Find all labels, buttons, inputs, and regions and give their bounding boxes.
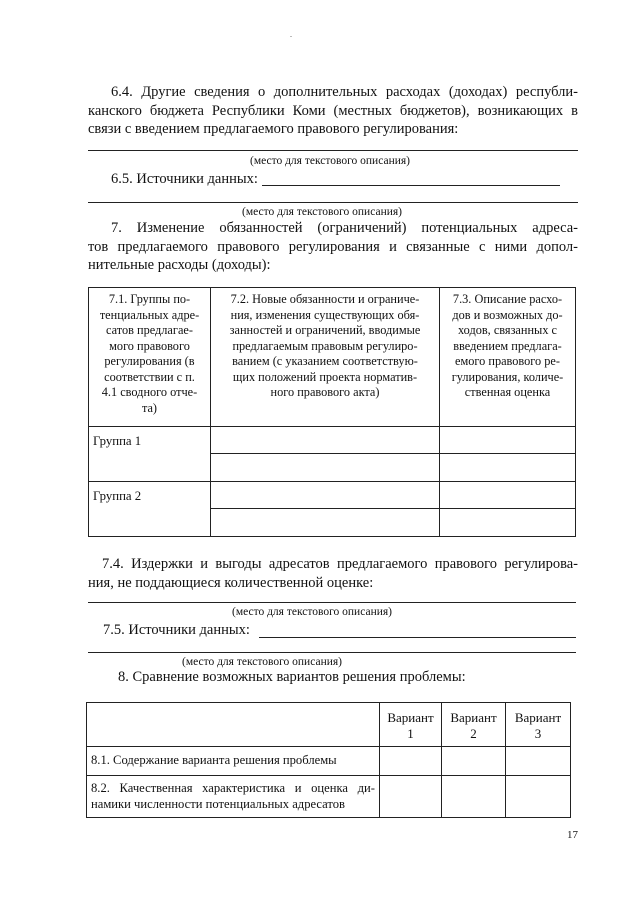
data-sources-line	[262, 185, 560, 186]
header-line: 7.2. Новые обязанности и ограниче-	[230, 292, 420, 306]
header-line: регулирования (в	[104, 354, 195, 368]
variant-word: Вариант	[514, 710, 562, 725]
group-cell	[89, 427, 211, 482]
header-7-1	[89, 288, 211, 427]
header-line: гулирования, количе-	[451, 369, 564, 384]
header-line: ходов, связанных с	[457, 323, 557, 337]
paragraph-6-4	[88, 83, 578, 139]
empty-cell	[211, 454, 440, 482]
text-description-line	[88, 202, 578, 203]
table-row	[89, 482, 576, 509]
variant-number: 2	[470, 725, 477, 741]
variant-header	[506, 703, 571, 747]
table-row	[89, 427, 576, 454]
section-6-5-label: 6.5. Источники данных:	[111, 171, 258, 187]
paragraph-line: 7. Изменение обязанностей (ограничений) потенциальных адреса-	[111, 220, 578, 236]
header-line: введением предлага-	[453, 338, 562, 353]
header-line: соответствии с п.	[104, 369, 195, 384]
header-line: емого правового ре-	[455, 354, 560, 368]
paragraph-line: ния, не поддающиеся количественной оценке:	[88, 574, 374, 591]
empty-cell	[506, 776, 571, 818]
variant-number: 3	[534, 725, 542, 741]
group-label: Группа 2	[93, 489, 142, 503]
empty-cell	[442, 747, 506, 776]
header-line: ния, изменения существующих обя-	[230, 307, 420, 322]
row-label-line: 8.2. Качественная характеристика и оценка ди-	[91, 781, 375, 795]
header-7-2	[211, 288, 440, 427]
paragraph-7	[88, 219, 578, 275]
table-row	[87, 747, 571, 776]
variant-header	[442, 703, 506, 747]
paragraph-line: 6.4. Другие сведения о дополнительных расходах (доходах) республи-	[111, 84, 578, 100]
empty-cell	[440, 454, 576, 482]
page-number: 17	[567, 829, 578, 841]
description-caption: (место для текстового описания)	[181, 656, 342, 668]
empty-cell	[440, 427, 576, 454]
table-header-row	[89, 288, 576, 427]
empty-cell	[211, 509, 440, 537]
variant-header	[380, 703, 442, 747]
scan-speck	[290, 36, 292, 37]
table-row	[87, 776, 571, 818]
empty-cell	[506, 747, 571, 776]
variant-word: Вариант	[387, 710, 434, 725]
variant-number: 1	[407, 725, 414, 741]
section-7-5-label: 7.5. Источники данных:	[103, 622, 250, 638]
table-variants	[86, 702, 571, 818]
text-description-line	[88, 150, 578, 151]
group-label: Группа 1	[93, 434, 142, 448]
row-label-cell	[87, 747, 380, 776]
header-line: щих положений проекта норматив-	[232, 369, 418, 384]
row-label: 8.1. Содержание варианта решения проблемы	[91, 753, 337, 767]
empty-cell	[211, 482, 440, 509]
description-caption: (место для текстового описания)	[231, 606, 392, 618]
paragraph-line: тов предлагаемого правового регулирования и связанные с ними допол-	[88, 238, 578, 255]
header-line: занностей и ограничений, вводимые	[229, 323, 421, 337]
empty-cell	[380, 776, 442, 818]
row-label-cell	[87, 776, 380, 818]
data-sources-line	[259, 637, 576, 638]
header-line: 4.1 сводного отче-	[101, 385, 198, 399]
empty-cell	[442, 776, 506, 818]
paragraph-line: связи с введением предлагаемого правового регулирования:	[88, 121, 459, 137]
header-line: та)	[141, 400, 158, 415]
header-7-3	[440, 288, 576, 427]
text-description-line	[88, 602, 576, 603]
empty-cell	[440, 509, 576, 537]
variant-word: Вариант	[450, 710, 497, 725]
paragraph-line: 7.4. Издержки и выгоды адресатов предлагаемого правового регулирова-	[102, 556, 578, 572]
row-label-line: намики численности потенциальных адресатов	[91, 796, 345, 811]
paragraph-line: канского бюджета Республики Коми (местных бюджетов), возникающих в	[88, 102, 578, 119]
header-line: предлагаемым правовым регулиро-	[232, 338, 418, 353]
section-8-title: 8. Сравнение возможных вариантов решения проблемы:	[118, 669, 466, 685]
table-header-row	[87, 703, 571, 747]
header-line: тенциальных адре-	[99, 307, 200, 322]
header-line: мого правового	[109, 338, 190, 353]
header-line: дов и возможных до-	[452, 307, 563, 322]
empty-header-cell	[87, 703, 380, 747]
header-line: сатов предлагае-	[106, 323, 193, 337]
header-line: ванием (с указанием соответствую-	[232, 354, 418, 368]
header-line: ственная оценка	[464, 385, 551, 399]
empty-cell	[380, 747, 442, 776]
empty-cell	[440, 482, 576, 509]
header-line: 7.3. Описание расхо-	[452, 292, 563, 306]
text-description-line	[88, 652, 576, 653]
header-line: 7.1. Группы по-	[108, 292, 191, 306]
paragraph-7-4	[88, 555, 578, 592]
group-cell	[89, 482, 211, 537]
header-line: ного правового акта)	[270, 385, 380, 399]
description-caption: (место для текстового описания)	[249, 155, 410, 167]
paragraph-line: нительные расходы (доходы):	[88, 257, 271, 273]
empty-cell	[211, 427, 440, 454]
description-caption: (место для текстового описания)	[241, 206, 402, 218]
table-obligations	[88, 287, 576, 537]
